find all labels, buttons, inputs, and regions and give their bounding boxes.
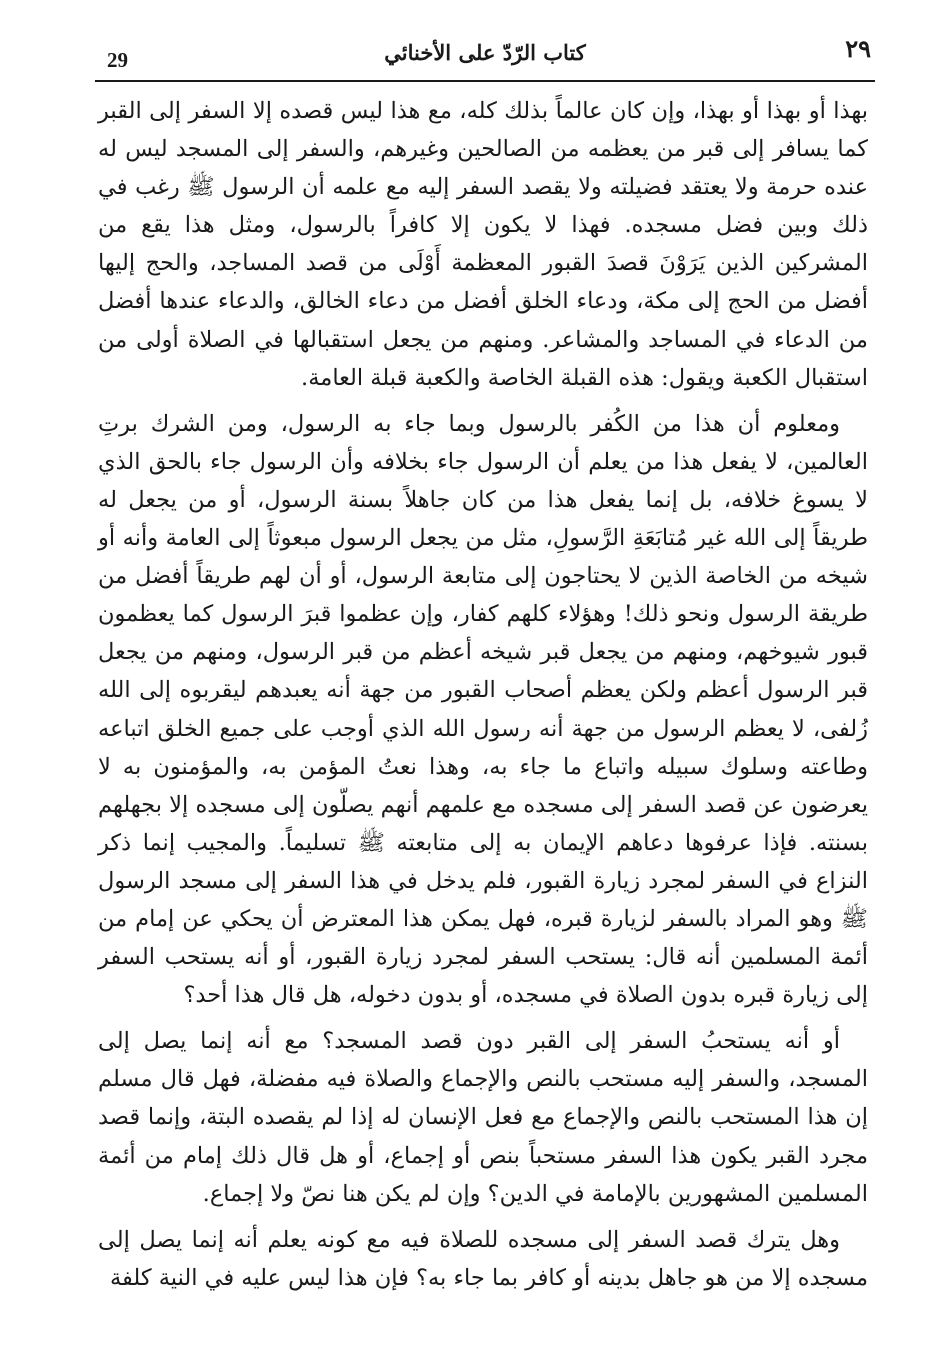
page-header [95, 30, 875, 82]
paragraph: أو أنه يستحبُ السفر إلى القبر دون قصد المسجد؟ مع أنه إنما يصل إلى المسجد، والسفر إليه مستحب بالنص والإجماع والصلاة فيه مفضلة، فهل قال مسلم إن هذا المستحب بالنص والإجماع مع فعل الإنسان له إذا لم يقصده البتة، وإنما قصد مجرد القبر يكون هذا السفر مستحباً بنص أو إجماع، أو هل قال ذلك إمام من أئمة المسلمين المشهورين بالإمامة في الدين؟ وإن لم يكن هنا نصّ ولا إجماع. [98, 1028, 868, 1207]
paragraph: بهذا أو بهذا أو بهذا، وإن كان عالماً بذلك كله، مع هذا ليس قصده إلا السفر إلى القبر كما يسافر إلى قبر من يعظمه من الصالحين وغيرهم، والسفر إلى المسجد ليس له عنده حرمة ولا يعتقد فضيلته ولا يقصد السفر إليه مع علمه أن الرسول ﷺ رغب في ذلك وبين فضل مسجده. فهذا لا يكون إلا كافراً بالرسول، ومثل هذا يقع من المشركين الذين يَرَوْنَ قصدَ القبور المعظمة أَوْلَى من قصد المساجد، والحج إليها أفضل من الحج إلى مكة، ودعاء الخلق أفضل من دعاء الخالق، والدعاء عندها أفضل من الدعاء في المساجد والمشاعر. ومنهم من يجعل استقبالها في الصلاة أولى من استقبال الكعبة ويقول: هذه القبلة الخاصة والكعبة قبلة العامة. [98, 98, 868, 391]
page-number-arabic: ٢٩ [845, 34, 871, 63]
book-title: كتاب الرّدّ على الأخنائي [384, 40, 586, 65]
paragraph: ومعلوم أن هذا من الكُفر بالرسول وبما جاء به الرسول، ومن الشرك برتِ العالمين، لا يفعل هذا من يعلم أن الرسول جاء بخلافه وأن الرسول جاء بالحق الذي لا يسوغ خلافه، بل إنما يفعل هذا من كان جاهلاً بسنة الرسول، أو من يجعل له طريقاً إلى الله غير مُتابَعَةِ الرَّسولِ، مثل من يجعل الرسول مبعوثاً إلى العامة وأنه أو شيخه من الخاصة الذين لا يحتاجون إلى متابعة الرسول، أو أن لهم طريقاً أفضل من طريقة الرسول ونحو ذلك! وهؤلاء كلهم كفار، وإن عظموا قبرَ الرسول كما يعظمون قبور شيوخهم، ومنهم من يجعل قبر شيخه أعظم من قبر الرسول، ومنهم من يجعل قبر الرسول أعظم ولكن يعظم أصحاب القبور من جهة أنه يعبدهم ليقربوه إلى الله زُلفى، لا يعظم الرسول من جهة أنه رسول الله الذي أوجب على جميع الخلق اتباعه وطاعته وسلوك سبيله واتباع ما جاء به، وهذا نعتُ المؤمن به، والمؤمنون به لا يعرضون عن قصد السفر إلى مسجده مع علمهم أنهم يصلّون إلى مسجده إلا بجهلهم بسنته. فإذا عرفوها دعاهم الإيمان به إلى متابعته ﷺ تسليماً. والمجيب إنما ذكر النزاع في السفر لمجرد زيارة القبور، فلم يدخل في هذا السفر إلى مسجد الرسول ﷺ وهو المراد بالسفر لزيارة قبره، فهل يمكن هذا المعترض أن يحكي عن إمام من أئمة المسلمين أنه قال: يستحب السفر لمجرد زيارة القبور، أو أنه يستحب السفر إلى زيارة قبره بدون الصلاة في مسجده، أو بدون دخوله، هل قال هذا أحد؟ [98, 410, 868, 1009]
paragraph: وهل يترك قصد السفر إلى مسجده للصلاة فيه مع كونه يعلم أنه إنما يصل إلى مسجده إلا من هو جاهل بدينه أو كافر بما جاء به؟ فإن هذا ليس عليه في النية كلفة [98, 1226, 868, 1291]
page-number-latin: 29 [107, 48, 128, 72]
page-body [98, 92, 868, 1305]
